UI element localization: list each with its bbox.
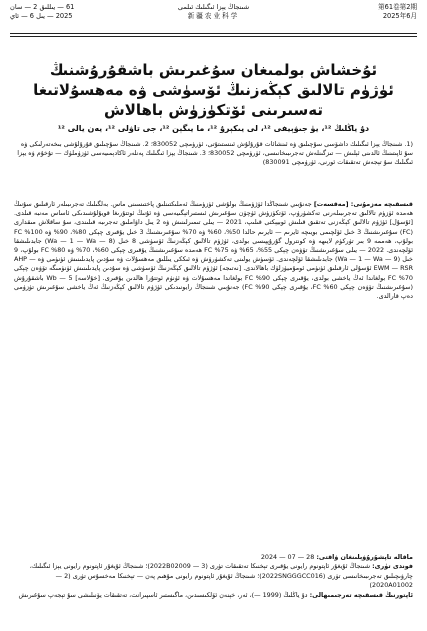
author-bio	[14, 591, 413, 600]
funding-value: شىنجاڭ ئۇيغۇر ئاپتونوم رايونى يۇقىرى تېخنىكا تەتقىقات تۈرى (2022B02009 — 3)؛ شىنجاڭ ئۇيغۇر ئاپتونوم رايونى يېزا ئىگىلىك، چارۋىچىلىق تەجرىبىخانىسى تۈرى (2022SNGGGCC016)؛ شىنجاڭ ئۇيغۇر ئاپتونوم رايونى مۇھىم پەن — تېخنىكا مەخسۇس تۈرى (2 — 2020A01002)	[29, 562, 413, 590]
author-bio-value: دۇ ياڭلىڭ (1999 —)، ئەر، خېنەن ئۆلكىسىدىن، ماگىستىر ئاسپىرانت، تەتقىقات يۆنىلىشى سۇ تېجەپ سۇغىرىش	[18, 590, 308, 599]
running-header	[10, 3, 417, 33]
header-rule-top	[10, 33, 417, 34]
author-bio-label: ئاپتورنىڭ قىسقىچە تەرجىمىھالى:	[309, 590, 413, 599]
received-label: ماقالە تاپشۇرۇۋېلىنغان ۋاقتى:	[316, 553, 413, 561]
funding-label: فوندى تۈرى:	[372, 562, 413, 571]
header-rule-bottom	[10, 36, 417, 37]
header-journal-title	[120, 3, 307, 21]
header-volume-issue-ug: 61 — يىللىق 2 — سان 2025 — يىل 6 — ئاي	[10, 3, 75, 20]
abstract-text: جەنۇبىي شىنجاڭدا ئۈژۈمنىڭ بولۇشى ئۈزۈمنىڭ ئەملىكتىنلىق پاختىسىنى ماس. بەلگىلىك تەجرىبىلەر ئارقىلىق سۇنىڭ ھەمدە ئۈزۈم تالالىق تەجرىبىلەرنى تەكشۈرۈپ، ئۆتكۈزۈش ئۈچۈن سۇغىرىش ئىستىراتېگىيەسى ۋە ئۇنىڭ ئوتتۇرىغا قويۇلۇشىدىكى ئاساس مەنبە قىلدى. [ئۇسۇل] ئۈژۈم تالالىق كېڭەزنى تەتقىق قىلىش ئوبيېكتى قىلىپ، 2021 — يىلى تىمىرلىنىش ۋە 2 يىل داۋاملىق تەجرىبە قىلىندى، سۇ ساقلاش مىقدارى (FC) سۇغىرىشنىڭ 3 خىل ئۆلچىمى بويىچە ئايرىم — ئايرىم حالدا 50%، 60% ۋە 70% سۇغىرىشنىڭ 3 خىل يۇقىرى چېكى 80%، 90% ۋە 100% FC بولۇپ، ھەممە 9 بىر تۈركۈم لايىھە ۋە كونترول گۇرۇپپىسى بولدى، ئۈژۈم تالالىق كېڭەزنىڭ ئۆسۈشى 8 خىل (Wa — 1 — Wa — 8) جابدىلىشقا ئۆلچەندى. 2022 — يىلى سۇغىرىشنىڭ تۆۋەن چېكى 55%، 65% ۋە 75% FC ھەمدە سۇغىرىشنىڭ يۇقىرى چېكى 60%، 70% ۋە 80% FC بولۇپ، 9 خىل (Wa — 1 — Wa — 9) جابدىلىشقا ئۆلچەندى. ئۆسۈش يولىنى تەكشۈرۈش ۋە ئىككى يىللىق مەھسۇلات ۋە سۇدىن پايدىلىنىش ئۈنۈمى ۋە AHP — EWM — RSR ئۇسۇلى ئارقىلىق ئۈنۈمى ئومۇميۈزلۈك باھالاندى. [نەتىجە] ئۈژۈم تالالىق كېڭەزنىڭ ئۆسۈشى ۋە سۇدىن پايدىلىنىش ئۈنۈمىگە تۆۋەن چېكى 70% FC بولغاندا ئەڭ ياخشى بولدى، يۇقىرى چېكى 90% FC بولغاندا مەھسۇلات ۋە ئۈنۈم ئوتتۇرا ھالدىن يۇقىرى. [خۇلاسە] Wb — 5 باشقۇرۇش (سۇغىرىشنىڭ تۆۋەن چېكى 60% FC، يۇقىرى چېكى 90% FC) جەنۇبىي شىنجاڭ رايونىدىكى ئۈژۈم تالالىق كېڭەزنىڭ ئەڭ ياخشى سۇغىرىش تۈزۈمى دەپ قارالدى.	[14, 200, 414, 301]
journal-title-chinese: 新疆农业科学	[187, 12, 240, 20]
funding	[14, 562, 413, 590]
author-list: دۇ ياڭلىڭ ¹²، يۈ جىۋېيفى ¹²، لى يىكېرۇ ¹²، ما يىگېن ¹²، جى تاۋلى ¹²، يەن يالى ¹²	[57, 124, 370, 133]
header-volume-issue-zh: 第61卷第2期 2025年6月	[378, 3, 417, 20]
journal-title-uyghur: شىنجاڭ يېزا ئىگىلىك ئىلمى	[177, 3, 250, 11]
received-date	[14, 553, 413, 562]
article-title: ئۇخشاش بولمىغان سۇغىرىش باشقۇرۇشنىڭ ئۈژۈم تالالىق كېڭەزنىڭ ئۆسۈشى ۋە مەھسۇلاتىغا تەسىرىنى ئۆتكۈزۈش باھالاش	[33, 61, 394, 119]
abstract	[14, 200, 413, 301]
article-metadata	[14, 553, 413, 600]
received-value: 2024 — 07 — 28	[260, 553, 315, 561]
affiliations: (1. شىنجاڭ يېزا ئىگىلىك داشۆسى سۇچىلىق ۋە ئىنشائات قۇرۇلۇش ئىنستىتۇتى، ئۈرۈمچى 830052؛ 2. شىنجاڭ سۇچىلىق قۇرۇلۇشى بىخەتەرلىكى ۋە سۇ ئاپىتىنىڭ ئالدىنى ئېلىش — تىزگىنلەش تەجرىبىخانىسى، ئۈرۈمچى 830052؛ 3. شىنجاڭ يېزا ئىگىلىك پەنلەر ئاكادېمىيەسى ئۈزۈملۈك — تۇخۇم ۋە يېزا ئىگىلىك سۇ تېجەش تەتقىقات ئورنى، ئۈرۈمچى 830091)	[17, 140, 413, 167]
abstract-label: قىسقىچە مەزمۇنى: [مەقسەت]	[313, 200, 413, 208]
